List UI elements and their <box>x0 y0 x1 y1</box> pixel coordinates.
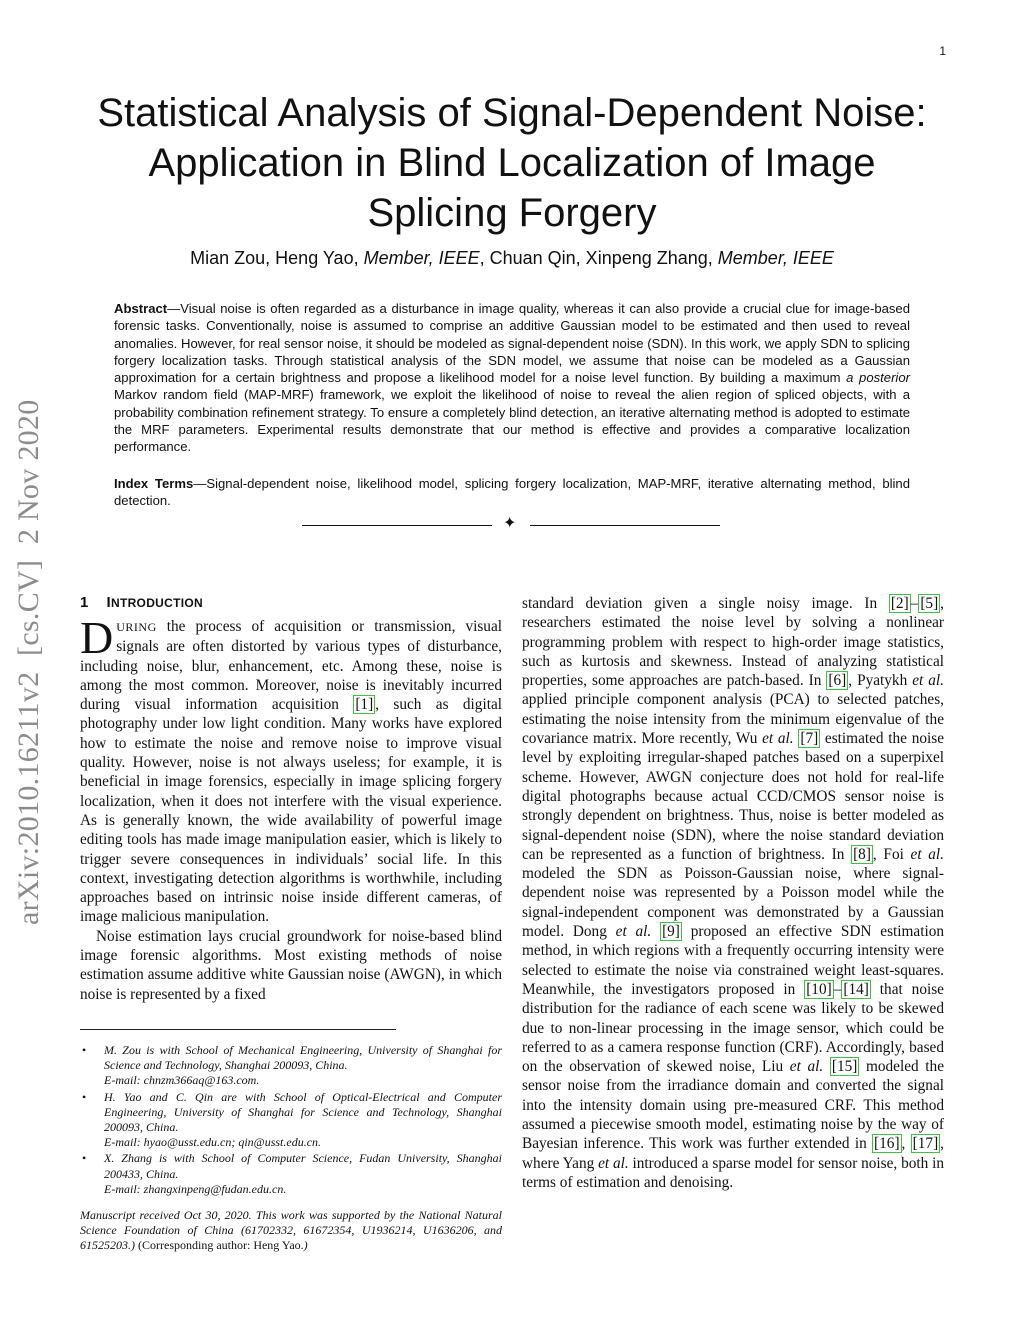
paragraph: Noise estimation lays crucial groundwork for noise-based blind image forensic algorithms. Most existing methods of noise estimation assume additive white Gaussian noise (AWGN), in which noise is represented by a fixed <box>80 927 502 1003</box>
section-number: 1 <box>80 594 89 611</box>
et-al: et al. <box>762 730 794 748</box>
footnote-item <box>80 1090 502 1151</box>
citation-link[interactable]: [6] <box>828 672 847 690</box>
paragraph-text: the process of acquisition or transmission, visual signals are often distorted by various types of disturbance, including noise, blur, enhancement, etc. Among these, noise is among the most common. Moreover, noise is inevitably incurred during visual information acquisition <box>80 618 502 714</box>
bullet-icon: • <box>82 1151 87 1166</box>
et-al: et al. <box>912 672 945 690</box>
citation-link[interactable]: [17] <box>912 1135 939 1153</box>
range-dash: – <box>910 595 919 612</box>
divider-line-right <box>530 525 720 526</box>
range-dash: – <box>833 980 842 998</box>
paragraph-text: , where Yang <box>522 1135 944 1172</box>
manuscript-text: Manuscript received Oct 30, 2020. This work was supported by the National Natural Science Foundation of China (61702332, 61672354, U1936214, U1636206, and 61525203.) <box>80 1208 502 1253</box>
section-title-rest: NTRODUCTION <box>111 596 203 610</box>
citation-link[interactable]: [10] <box>806 980 832 998</box>
index-terms-text: —Signal-dependent noise, likelihood model, splicing forgery localization, MAP-MRF, iterative alternating method, blind detection. <box>114 476 910 509</box>
paragraph-text: modeled the SDN as Poisson-Gaussian noise, where signal-dependent noise was represented by a Poisson model while the signal-independent component was demonstrated by a Gaussian model. Dong <box>522 865 944 941</box>
author-list <box>80 248 944 269</box>
paragraph-text: that noise distribution for the radiance of each scene was likely to be skewed due to non-linear processing in the image sensor, which could be referred to as a camera response function (CRF). Accordingly, based on the observation of skewed noise, Liu <box>522 980 944 1076</box>
et-al: et al. <box>615 923 652 941</box>
paragraph-text: , Pyatykh <box>848 672 913 690</box>
manuscript-text: ) <box>303 1238 308 1253</box>
paragraph-text: estimated the noise level by exploiting irregular-shaped patches based on a superpixel scheme. However, AWGN conjecture does not hold for real-life digital photographs because actual CCD/CMOS sensor noise is strongly dependent on brightness. Thus, noise is better modeled as signal-dependent noise (SDN), where the noise standard deviation can be represented as a function of brightness. In <box>522 730 944 863</box>
page-number: 1 <box>939 44 946 58</box>
citation-link[interactable]: [5] <box>920 595 939 612</box>
paragraph-text: introduced a sparse model for sensor noise, both in terms of estimation and denoising. <box>522 1154 944 1191</box>
small-caps-word: URING <box>116 620 157 634</box>
abstract-text: Markov random field (MAP-MRF) framework, we exploit the likelihood of noise to reveal the alien region of spliced objects, with a probability combination refinement strategy. To ensure a completely blind detection, an iterative alternating method is adopted to estimate the MRF parameters. Experimental results demonstrate that our method is effective and provides a comparative localization performance. <box>114 387 910 455</box>
authors-part: , Chuan Qin, Xinpeng Zhang, <box>479 248 718 268</box>
footnote-item <box>80 1043 502 1089</box>
bullet-icon: • <box>82 1089 87 1104</box>
paragraph-text: , Foi <box>872 845 911 863</box>
citation-link[interactable]: [14] <box>843 980 869 998</box>
arxiv-stamp: arXiv:2010.16211v2 [cs.CV] 2 Nov 2020 <box>12 399 45 925</box>
right-column <box>522 594 944 1192</box>
bullet-icon: • <box>82 1043 87 1057</box>
left-column <box>80 612 502 1004</box>
citation-link[interactable]: [9] <box>662 923 680 941</box>
footnote-email: E-mail: zhangxinpeng@fudan.edu.cn. <box>104 1181 287 1196</box>
manuscript-note <box>80 1208 502 1254</box>
membership: Member, IEEE <box>363 248 480 268</box>
paragraph <box>80 612 502 927</box>
paragraph-text: proposed an effective SDN estimation method, in which regions with a frequently occurring intensity were selected to estimate the noise via constrained weight least-squares. Meanwhile, the investigators proposed in <box>522 923 945 998</box>
membership: Member, IEEE <box>717 248 834 268</box>
et-al: et al. <box>598 1154 629 1172</box>
citation-link[interactable]: [8] <box>853 845 871 863</box>
abstract-label: Abstract <box>114 301 168 316</box>
corresponding-author: (Corresponding author: Heng Yao. <box>138 1238 304 1253</box>
footnote-email: E-mail: hyao@usst.edu.cn; qin@usst.edu.cn. <box>104 1135 322 1150</box>
footnote-email: E-mail: chnzm366aq@163.com. <box>104 1073 260 1088</box>
footnote-affiliation: M. Zou is with School of Mechanical Engineering, University of Shanghai for Science and Technology, Shanghai 200093, China. <box>104 1043 502 1073</box>
authors-part: Mian Zou, Heng Yao, <box>190 248 364 268</box>
drop-cap: D <box>80 612 114 663</box>
paragraph-text: , <box>901 1135 911 1153</box>
paragraph-text: standard deviation given a single noisy image. In <box>522 595 889 612</box>
et-al: et al. <box>910 845 944 863</box>
citation-link[interactable]: [16] <box>874 1135 900 1153</box>
index-terms <box>114 475 910 510</box>
index-terms-label: Index Terms <box>114 476 194 491</box>
divider-star-icon: ✦ <box>503 515 517 532</box>
section-heading <box>80 594 203 611</box>
footnotes <box>80 1043 502 1254</box>
paper-title: Statistical Analysis of Signal-Dependent Noise: Application in Blind Localization of Image Splicing Forgery <box>97 91 927 235</box>
abstract <box>114 300 910 456</box>
divider-line-left <box>302 525 492 526</box>
footnote-rule <box>80 1029 396 1030</box>
paragraph-text: , such as digital photography under low light condition. Many works have explored how to estimate the noise and remove noise to improve visual quality. However, noise is not always useless; for example, it is beneficial in image forensics, especially in image splicing forgery localization, when it does not interfere with the visual experience. As is generally known, the wide availability of powerful image editing tools has made image manipulation easier, which is likely to trigger severe consequences in individuals’ social life. In this context, investigating detection algorithms is worthwhile, including approaches based on intrinsic noise inside different cameras, of image malicious manipulation. <box>80 696 502 926</box>
abstract-emphasis: a posterior <box>846 370 910 386</box>
footnote-item <box>80 1151 502 1197</box>
footnote-affiliation: H. Yao and C. Qin are with School of Optical-Electrical and Computer Engineering, University of Shanghai for Science and Technology, Shanghai 200093, China. <box>104 1089 502 1135</box>
paragraph-text <box>823 1058 830 1075</box>
citation-link[interactable]: [2] <box>890 595 909 612</box>
paragraph-text <box>651 923 660 940</box>
paragraph-text: applied principle component analysis (PCA) to selected patches, estimating the noise intensity from the minimum eigenvalue of the covariance matrix. More recently, Wu <box>522 691 944 748</box>
paragraph-text: , researchers estimated the noise level by solving a nonlinear programming problem with respect to high-order image statistics, such as kurtosis and skewness. Instead of analyzing statistical properties, some approaches are patch-based. In <box>522 595 944 690</box>
citation-link[interactable]: [7] <box>800 730 819 748</box>
paragraph <box>522 594 944 1192</box>
et-al: et al. <box>789 1058 824 1076</box>
section-title-initial: I <box>106 594 111 611</box>
abstract-text: —Visual noise is often regarded as a disturbance in image quality, whereas it can also provide a crucial clue for image-based forensic tasks. Conventionally, noise is assumed to comprise an additive Gaussian model to be estimated and then used to reveal anomalies. However, for real sensor noise, it should be modeled as signal-dependent noise (SDN). In this work, we apply SDN to splicing forgery localization tasks. Through statistical analysis of the SDN model, we assume that noise can be modeled as a Gaussian approximation for a certain brightness and propose a likelihood model for a noise level function. By building a maximum <box>114 301 910 386</box>
footnote-affiliation: X. Zhang is with School of Computer Science, Fudan University, Shanghai 200433, China. <box>104 1151 502 1181</box>
paragraph-text: modeled the sensor noise from the irradiance domain and converted the signal into the intensity domain using pre-measured CRF. This method assumed a piecewise smooth model, estimating noise by the way of Bayesian inference. This work was further extended in <box>522 1058 944 1153</box>
citation-link[interactable]: [1] <box>355 696 374 714</box>
citation-link[interactable]: [15] <box>831 1058 858 1076</box>
